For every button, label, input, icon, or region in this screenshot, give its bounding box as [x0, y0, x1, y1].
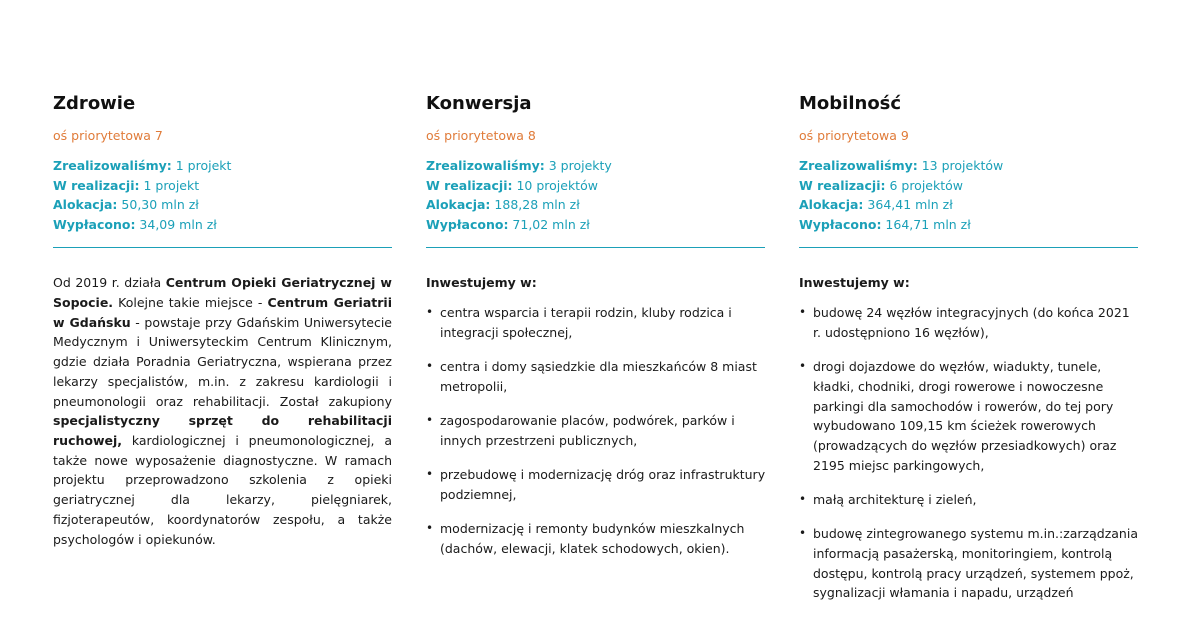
section-subheading: Inwestujemy w:: [799, 275, 910, 291]
stat-paid: Wypłacono: 34,09 mln zł: [53, 216, 217, 232]
list-item: • budowę 24 węzłów integracyjnych (do końca 2021 r. udostępniono 16 węzłów),: [799, 305, 1130, 341]
stat-in-progress: W realizacji: 6 projektów: [799, 177, 964, 193]
stat-allocation: Alokacja: 50,30 mln zł: [53, 197, 199, 213]
bullet-icon: •: [799, 359, 807, 374]
investment-section: [426, 273, 766, 558]
stats-block: [799, 156, 1139, 234]
stat-allocation: Alokacja: 364,41 mln zł: [799, 197, 953, 213]
bullet-icon: •: [426, 305, 434, 320]
stat-allocation: Alokacja: 188,28 mln zł: [426, 197, 580, 213]
list-item: • zagospodarowanie placów, podwórek, parków i innych przestrzeni publicznych,: [426, 413, 735, 448]
bullet-icon: •: [799, 526, 807, 541]
stat-completed: Zrealizowaliśmy: 1 projekt: [53, 158, 232, 173]
investment-section: [799, 273, 1139, 603]
bullet-list: [426, 303, 766, 558]
column-title: Mobilność: [799, 93, 902, 114]
stat-completed: Zrealizowaliśmy: 13 projektów: [799, 158, 1004, 173]
column-konwersja: [426, 92, 766, 573]
list-item: • budowę zintegrowanego systemu m.in.:zarządzania informacją pasażerską, monitoringiem, kontrolą dostępu, kontrolą pracy urządzeń, systemem ppoż, sygnalizacji włamania i napadu, urządzeń: [799, 526, 1138, 601]
column-zdrowie: [53, 92, 393, 549]
column-mobilnosc: [799, 92, 1139, 618]
bullet-icon: •: [799, 492, 807, 506]
bullet-icon: •: [426, 413, 434, 428]
divider: [799, 247, 1138, 248]
stat-paid: Wypłacono: 71,02 mln zł: [426, 216, 590, 232]
stats-block: [426, 156, 766, 234]
bullet-icon: •: [799, 305, 807, 320]
stat-in-progress: W realizacji: 10 projektów: [426, 177, 598, 193]
bullet-icon: •: [426, 467, 434, 482]
divider: [53, 247, 392, 248]
stat-in-progress: W realizacji: 1 projekt: [53, 177, 200, 193]
stat-completed: Zrealizowaliśmy: 3 projekty: [426, 158, 612, 173]
bullet-icon: •: [426, 359, 434, 374]
list-item: • małą architekturę i zieleń,: [799, 490, 1139, 510]
priority-axis: oś priorytetowa 8: [426, 128, 536, 143]
bullet-icon: •: [426, 521, 434, 535]
list-item: • centra wsparcia i terapii rodzin, kluby rodzica i integracji społecznej,: [426, 305, 732, 341]
column-title: Konwersja: [426, 93, 532, 114]
list-item: • przebudowę i modernizację dróg oraz infrastruktury podziemnej,: [426, 467, 766, 502]
section-subheading: Inwestujemy w:: [426, 275, 537, 291]
column-title: Zdrowie: [53, 93, 136, 114]
priority-axis: oś priorytetowa 7: [53, 128, 163, 143]
stats-block: [53, 156, 393, 234]
divider: [426, 247, 765, 248]
description-paragraph: Od 2019 r. działa Centrum Opieki Geriatrycznej w Sopocie. Kolejne takie miejsce - Centrum Geriatrii w Gdańsku - powstaje przy Gdańskim Uniwersytecie Medycznym i Uniwersyteckim Centrum Klinicznym, gdzie działa Poradnia Geriatryczna, wspierana przez lekarzy specjalistów, m.in. z zakresu kardiologii i pneumonologii oraz rehabilitacji. Został zakupiony specjalistyczny sprzęt do rehabilitacji ruchowej, kardiologicznej i pneumonologicznej, a także nowe wyposażenie diagnostyczne. W ramach projektu przeprowadzono szkolenia z opieki geriatrycznej dla lekarzy, pielęgniarek, fizjoterapeutów, koordynatorów zespołu, a także psychologów i opiekunów.: [53, 275, 392, 547]
priority-axis: oś priorytetowa 9: [799, 128, 909, 143]
stat-paid: Wypłacono: 164,71 mln zł: [799, 216, 971, 232]
list-item: • centra i domy sąsiedzkie dla mieszkańców 8 miast metropolii,: [426, 359, 757, 394]
list-item: • modernizację i remonty budynków mieszkalnych (dachów, elewacji, klatek schodowych, okien).: [426, 521, 745, 556]
bullet-list: [799, 303, 1139, 603]
list-item: • drogi dojazdowe do węzłów, wiadukty, tunele, kładki, chodniki, drogi rowerowe i nowoczesne parkingi dla samochodów i rowerów, do tej pory wybudowano 109,15 km ścieżek rowerowych (prowadzących do węzłów przesiadkowych) oraz 2195 miejsc parkingowych,: [799, 359, 1117, 473]
